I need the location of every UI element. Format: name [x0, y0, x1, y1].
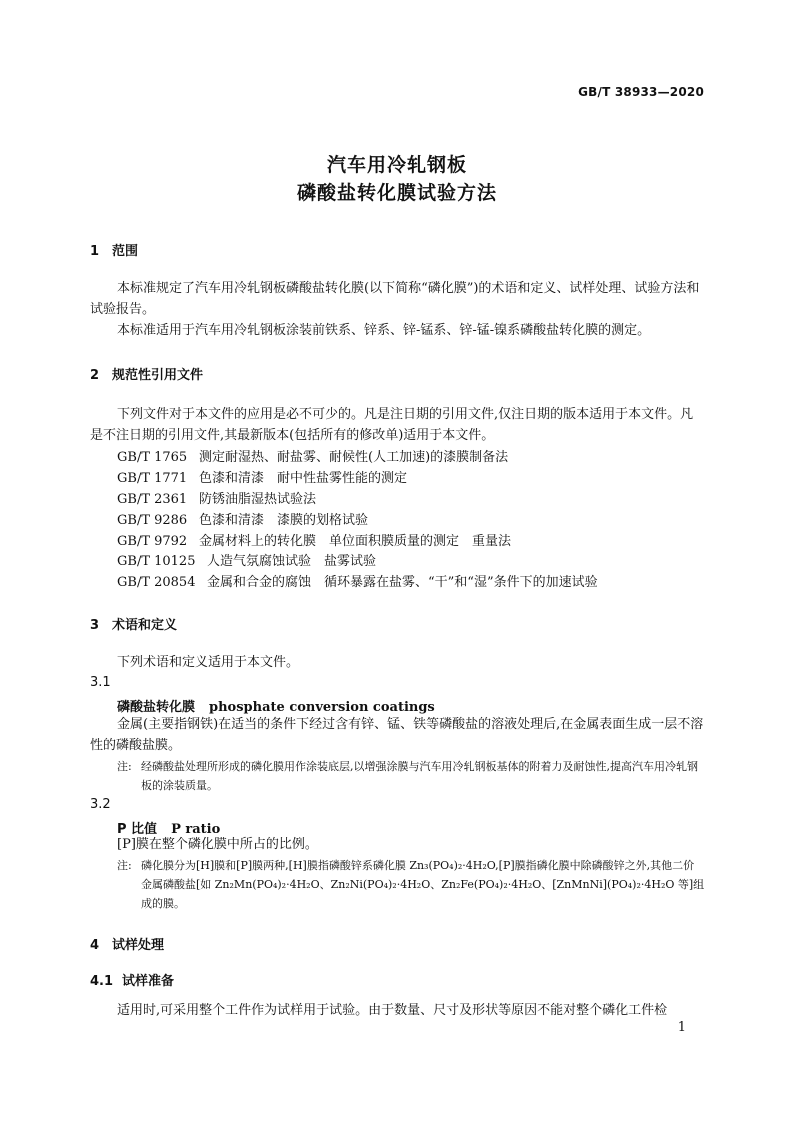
reference-code: GB/T 9792 — [117, 534, 188, 549]
subsection-4-1-heading — [90, 970, 174, 989]
note-text: 经磷酸盐处理所形成的磷化膜用作涂装底层,以增强涂膜与汽车用冷轧钢板基体的附着力及耐蚀性,提高汽车用冷轧钢板的涂装质量。 — [141, 760, 698, 792]
section-number: 2 — [90, 368, 100, 383]
term-number: 3.1 — [90, 675, 111, 690]
section-3-intro: 下列术语和定义适用于本文件。 — [117, 655, 300, 670]
section-2-intro: 下列文件对于本文件的应用是必不可少的。凡是注日期的引用文件,仅注日期的版本适用于本文件。凡是不注日期的引用文件,其最新版本(包括所有的修改单)适用于本文件。 — [90, 407, 694, 443]
reference-title: 防锈油脂湿热试验法 — [199, 492, 317, 507]
section-number: 3 — [90, 618, 100, 633]
term-en: phosphate conversion coatings — [209, 700, 435, 715]
section-number: 1 — [90, 244, 100, 259]
section-1-para-2: 本标准适用于汽车用冷轧钢板涂装前铁系、锌系、锌-锰系、锌-锰-镍系磷酸盐转化膜的测定。 — [117, 323, 651, 338]
subsection-title: 试样准备 — [122, 974, 175, 989]
section-title: 试样处理 — [112, 938, 165, 953]
term-heading — [117, 696, 435, 715]
reference-code: GB/T 10125 — [117, 554, 196, 569]
reference-item — [117, 446, 508, 465]
section-4-1-para: 适用时,可采用整个工件作为试样用于试验。由于数量、尺寸及形状等原因不能对整个磷化工件检 — [117, 1003, 668, 1018]
reference-title: 色漆和清漆 漆膜的划格试验 — [199, 513, 369, 528]
reference-code: GB/T 9286 — [117, 513, 188, 528]
section-3-heading — [90, 614, 177, 633]
reference-title: 测定耐湿热、耐盐雾、耐候性(人工加速)的漆膜制备法 — [199, 450, 509, 465]
section-2-heading — [90, 364, 203, 383]
note-label: 注: — [117, 859, 132, 872]
section-4-heading — [90, 934, 164, 953]
reference-code: GB/T 20854 — [117, 575, 196, 590]
reference-item — [117, 530, 511, 549]
note-text: 磷化膜分为[H]膜和[P]膜两种,[H]膜指磷酸锌系磷化膜 Zn₃(PO₄)₂·4H₂O,[P]膜指磷化膜中除磷酸锌之外,其他二价金属磷酸盐[如 Zn₂Mn(PO₄)₂·4H₂O、Zn₂Ni(PO₄)₂·4H₂O、Zn₂Fe(PO₄)₂·4H₂O、[ZnMnNi](PO₄)₂·4H₂O 等]组成的膜。 — [141, 859, 705, 910]
reference-title: 金属材料上的转化膜 单位面积膜质量的测定 重量法 — [199, 534, 512, 549]
term-zh: 磷酸盐转化膜 — [117, 700, 196, 715]
reference-item — [117, 467, 407, 486]
reference-title: 金属和合金的腐蚀 循环暴露在盐雾、“干”和“湿”条件下的加速试验 — [207, 575, 598, 590]
section-title: 范围 — [112, 244, 139, 259]
standard-number: GB/T 38933—2020 — [578, 85, 704, 99]
term-zh: P 比值 — [117, 822, 158, 837]
term-en: P ratio — [171, 822, 221, 837]
note-label: 注: — [117, 760, 132, 773]
term-definition: 金属(主要指钢铁)在适当的条件下经过含有锌、锰、铁等磷酸盐的溶液处理后,在金属表面生成一层不溶性的磷酸盐膜。 — [90, 717, 704, 753]
section-title: 规范性引用文件 — [112, 368, 204, 383]
title-line-2: 磷酸盐转化膜试验方法 — [296, 182, 497, 204]
term-note — [117, 757, 705, 795]
reference-title: 人造气氛腐蚀试验 盐雾试验 — [207, 554, 377, 569]
section-number: 4 — [90, 938, 100, 953]
term-number: 3.2 — [90, 797, 111, 812]
reference-title: 色漆和清漆 耐中性盐雾性能的测定 — [199, 471, 408, 486]
section-title: 术语和定义 — [112, 618, 178, 633]
reference-item — [117, 488, 316, 507]
reference-item — [117, 571, 598, 590]
subsection-number: 4.1 — [90, 974, 114, 989]
section-1-heading — [90, 240, 138, 259]
reference-code: GB/T 1771 — [117, 471, 188, 486]
term-note — [117, 856, 705, 913]
term-definition: [P]膜在整个磷化膜中所占的比例。 — [117, 837, 318, 852]
reference-item — [117, 550, 376, 569]
reference-code: GB/T 1765 — [117, 450, 188, 465]
reference-code: GB/T 2361 — [117, 492, 188, 507]
reference-item — [117, 509, 368, 528]
page-number: 1 — [677, 1020, 686, 1035]
section-1-para-1: 本标准规定了汽车用冷轧钢板磷酸盐转化膜(以下简称“磷化膜”)的术语和定义、试样处理、试验方法和试验报告。 — [90, 281, 700, 317]
title-line-1: 汽车用冷轧钢板 — [326, 154, 467, 176]
